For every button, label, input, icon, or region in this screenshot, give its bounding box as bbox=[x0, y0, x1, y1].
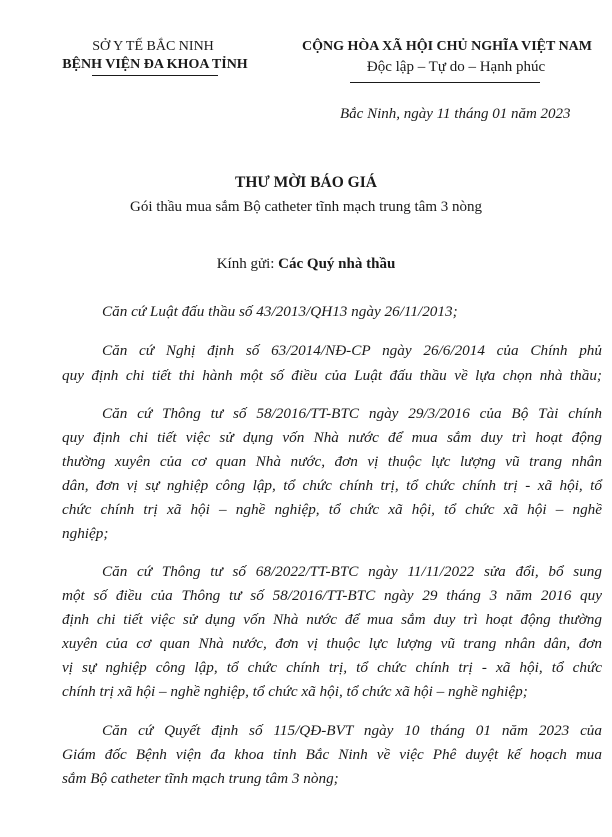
paragraph-3-line-5: chức chính trị xã hội – nghề nghiệp, tổ chức xã hội, tổ chức xã hội – nghề bbox=[62, 501, 602, 518]
paragraph-4-line-6: chính trị xã hội – nghề nghiệp, tổ chức xã hội, tổ chức xã hội – nghề nghiệp; bbox=[62, 683, 528, 700]
hospital-underline bbox=[92, 75, 218, 76]
paragraph-4-line-5: vị sự nghiệp công lập, tổ chức chính trị, tổ chức chính trị - xã hội, tổ chức bbox=[62, 659, 602, 676]
paragraph-3-line-6: nghiệp; bbox=[62, 525, 109, 542]
paragraph-2-line-2: quy định chi tiết thi hành một số điều của Luật đấu thầu về lựa chọn nhà thầu; bbox=[62, 367, 602, 384]
salutation bbox=[0, 256, 612, 273]
paragraph-1-line-1: Căn cứ Luật đấu thầu số 43/2013/QH13 ngày 26/11/2013; bbox=[102, 303, 458, 320]
paragraph-5-line-1: Căn cứ Quyết định số 115/QĐ-BVT ngày 10 tháng 01 năm 2023 của bbox=[102, 722, 602, 739]
paragraph-5-line-3: sắm Bộ catheter tĩnh mạch trung tâm 3 nòng; bbox=[62, 770, 339, 787]
paragraph-5-line-2: Giám đốc Bệnh viện đa khoa tỉnh Bắc Ninh về việc Phê duyệt kế hoạch mua bbox=[62, 746, 602, 763]
paragraph-2-line-1: Căn cứ Nghị định số 63/2014/NĐ-CP ngày 26/6/2014 của Chính phủ bbox=[102, 342, 602, 359]
paragraph-4-line-4: xuyên của cơ quan Nhà nước, đơn vị thuộc lực lượng vũ trang nhân dân, đơn bbox=[62, 635, 602, 652]
paragraph-4-line-3: định chi tiết việc sử dụng vốn Nhà nước để mua sắm duy trì hoạt động thường bbox=[62, 611, 602, 628]
national-motto: Độc lập – Tự do – Hạnh phúc bbox=[366, 59, 546, 75]
hospital-name: BỆNH VIỆN ĐA KHOA TỈNH bbox=[62, 57, 248, 72]
document-title: THƯ MỜI BÁO GIÁ bbox=[235, 174, 377, 191]
document-date: Bắc Ninh, ngày 11 tháng 01 năm 2023 bbox=[340, 106, 571, 122]
salutation-recipient: Các Quý nhà thầu bbox=[278, 256, 396, 272]
motto-underline bbox=[350, 82, 540, 83]
paragraph-3-line-3: thường xuyên của cơ quan Nhà nước, đơn vị thuộc lực lượng vũ trang nhân bbox=[62, 453, 602, 470]
salutation-prefix: Kính gửi: bbox=[216, 256, 275, 272]
paragraph-3-line-4: dân, đơn vị sự nghiệp công lập, tổ chức chính trị, tổ chức chính trị - xã hội, tổ bbox=[62, 477, 602, 494]
paragraph-3-line-1: Căn cứ Thông tư số 58/2016/TT-BTC ngày 29/3/2016 của Bộ Tài chính bbox=[102, 405, 602, 422]
paragraph-4-line-1: Căn cứ Thông tư số 68/2022/TT-BTC ngày 11/11/2022 sửa đổi, bổ sung bbox=[102, 563, 602, 580]
paragraph-4-line-2: một số điều của Thông tư số 58/2016/TT-BTC ngày 29 tháng 3 năm 2016 quy bbox=[62, 587, 602, 604]
paragraph-3-line-2: quy định chi tiết việc sử dụng vốn Nhà nước để mua sắm duy trì hoạt động bbox=[62, 429, 602, 446]
republic-name: CỘNG HÒA XÃ HỘI CHỦ NGHĨA VIỆT NAM bbox=[301, 39, 592, 54]
department-name: SỞ Y TẾ BẮC NINH bbox=[92, 39, 214, 54]
document-subtitle: Gói thầu mua sắm Bộ catheter tĩnh mạch trung tâm 3 nòng bbox=[129, 199, 482, 215]
